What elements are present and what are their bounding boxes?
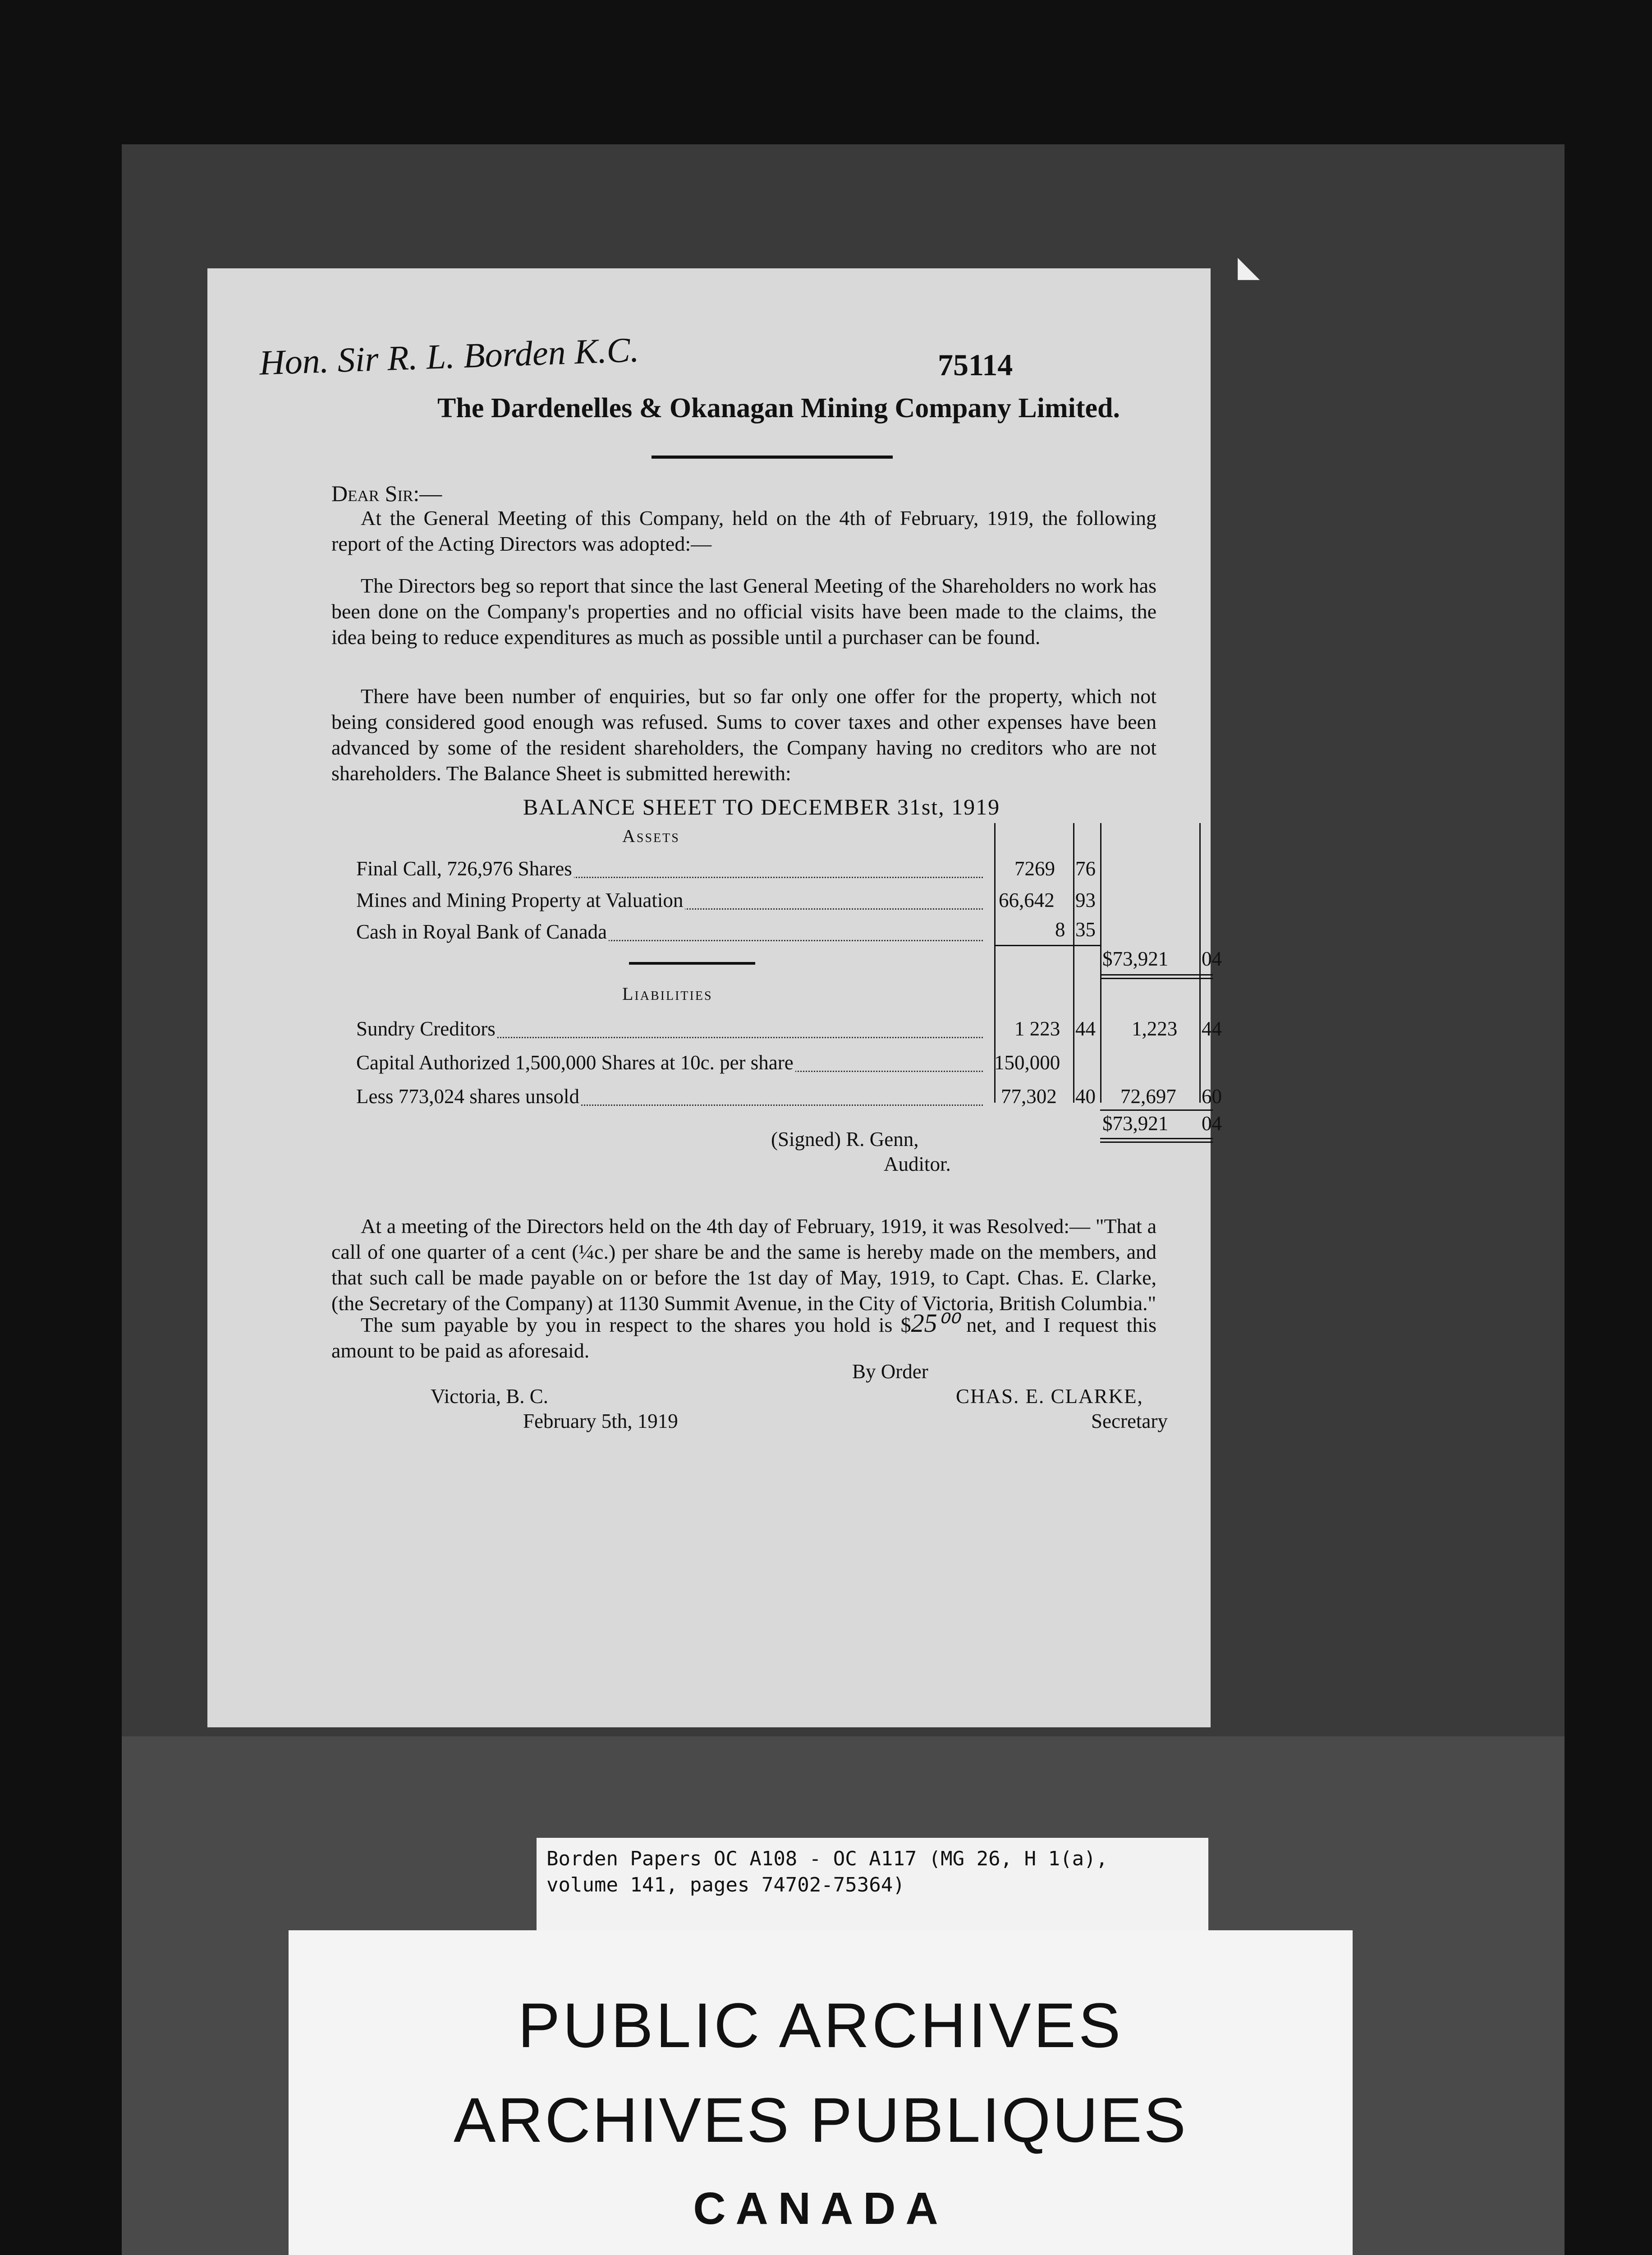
citation-line: Borden Papers OC A108 - OC A117 (MG 26, H 1(a), bbox=[546, 1847, 1108, 1870]
secretary-name: CHAS. E. CLARKE, bbox=[956, 1385, 1143, 1408]
column-line bbox=[1073, 823, 1074, 1103]
asset-cents: 76 bbox=[1075, 857, 1096, 880]
archive-stamp-line-en: PUBLIC ARCHIVES bbox=[518, 1990, 1124, 2061]
paragraph-enquiries: There have been number of enquiries, but so far only one offer for the property, which not being considered good enough was refused. Sums to cover taxes and other expenses have been advanced by some of the resident shareholders, the Company having no creditors who are not shareholders. The Balance Sheet is submitted herewith: bbox=[331, 685, 1156, 785]
assets-total: $73,921 bbox=[1102, 948, 1169, 970]
place: Victoria, B. C. bbox=[431, 1385, 549, 1408]
letter-page bbox=[207, 268, 1222, 1727]
liability-total-cents: 60 bbox=[1202, 1085, 1222, 1108]
liabilities-heading: Liabilities bbox=[622, 984, 713, 1004]
total-double-rule bbox=[1100, 1138, 1213, 1139]
liability-total-cents: 44 bbox=[1202, 1017, 1222, 1040]
liability-total: 72,697 bbox=[1120, 1085, 1176, 1108]
salutation: Dear Sir:— bbox=[331, 481, 442, 506]
sum-payable-amount: 25⁰⁰ bbox=[911, 1308, 959, 1338]
corner-mark: ◣ bbox=[1238, 250, 1260, 284]
paragraph-meeting: At the General Meeting of this Company, held on the 4th of February, 1919, the following report of the Acting Directors was adopted:— bbox=[331, 506, 1156, 555]
auditor-signature: (Signed) R. Genn, bbox=[771, 1128, 919, 1151]
asset-cents: 35 bbox=[1075, 918, 1096, 941]
assets-total-cents: 04 bbox=[1202, 948, 1222, 970]
title-rule bbox=[652, 456, 893, 459]
column-line bbox=[1199, 823, 1201, 1103]
total-double-rule bbox=[1100, 978, 1213, 979]
sum-payable-suffix: net, and I request this amount to be paid as aforesaid. bbox=[331, 1313, 1157, 1362]
sum-payable-prefix: The sum payable by you in respect to the shares you hold is $ bbox=[361, 1313, 911, 1336]
asset-amount: 66,642 bbox=[999, 889, 1055, 911]
liability-total: 1,223 bbox=[1132, 1017, 1178, 1040]
asset-amount: 8 bbox=[1055, 918, 1065, 941]
liabilities-total: $73,921 bbox=[1102, 1112, 1169, 1135]
document-number: 75114 bbox=[938, 348, 1013, 382]
archive-stamp-card bbox=[289, 1930, 1353, 2255]
auditor-title: Auditor. bbox=[884, 1153, 951, 1175]
liability-label: Sundry Creditors bbox=[356, 1017, 497, 1040]
liability-amount: 77,302 bbox=[1001, 1085, 1057, 1108]
archive-stamp-country: CANADA bbox=[693, 2183, 948, 2234]
total-double-rule bbox=[1100, 974, 1213, 976]
subtotal-rule bbox=[994, 945, 1100, 946]
asset-label: Mines and Mining Property at Valuation bbox=[356, 888, 685, 912]
balance-sheet-title: BALANCE SHEET TO DECEMBER 31st, 1919 bbox=[523, 794, 1000, 819]
liabilities-total-cents: 04 bbox=[1202, 1112, 1222, 1135]
liability-cents: 44 bbox=[1075, 1017, 1096, 1040]
letter-date: February 5th, 1919 bbox=[523, 1410, 678, 1432]
citation-label bbox=[537, 1838, 1208, 1933]
column-line bbox=[1100, 823, 1101, 1103]
asset-label: Final Call, 726,976 Shares bbox=[356, 857, 574, 880]
liability-amount: 150,000 bbox=[994, 1051, 1060, 1074]
by-order: By Order bbox=[852, 1360, 928, 1383]
asset-cents: 93 bbox=[1075, 889, 1096, 911]
handwritten-addressee: Hon. Sir R. L. Borden K.C. bbox=[258, 330, 640, 382]
subtotal-rule bbox=[1100, 1109, 1213, 1111]
assets-heading: Assets bbox=[622, 826, 680, 846]
paragraph-report: The Directors beg so report that since the last General Meeting of the Shareholders no work has been done on the Company's properties and no official visits have been made to the claims, the idea being to reduce expenditures as much as possible until a purchaser can be found. bbox=[331, 574, 1156, 649]
citation-line: volume 141, pages 74702-75364) bbox=[546, 1873, 905, 1896]
liability-cents: 40 bbox=[1075, 1085, 1096, 1108]
company-name: The Dardenelles & Okanagan Mining Company Limited. bbox=[437, 393, 1120, 423]
liability-label: Less 773,024 shares unsold bbox=[356, 1085, 581, 1108]
asset-amount: 7269 bbox=[1014, 857, 1055, 880]
total-double-rule bbox=[1100, 1141, 1213, 1143]
liability-label: Capital Authorized 1,500,000 Shares at 10c. per share bbox=[356, 1051, 795, 1074]
paragraph-sum-payable bbox=[331, 1310, 1156, 1363]
asset-label: Cash in Royal Bank of Canada bbox=[356, 920, 609, 943]
archive-stamp-line-fr: ARCHIVES PUBLIQUES bbox=[454, 2085, 1188, 2155]
paragraph-resolution: At a meeting of the Directors held on the 4th day of February, 1919, it was Resolved:— "That a call of one quarter of a cent (¼c.) per share be and the same is hereby made on the members, and that such call be made payable on or before the 1st day of May, 1919, to Capt. Chas. E. Clarke, (the Secretary of the Company) at 1130 Summit Avenue, in the City of Victoria, British Columbia." bbox=[331, 1215, 1156, 1315]
liability-amount: 1 223 bbox=[1014, 1017, 1060, 1040]
secretary-title: Secretary bbox=[1091, 1410, 1168, 1432]
section-rule bbox=[629, 962, 755, 965]
